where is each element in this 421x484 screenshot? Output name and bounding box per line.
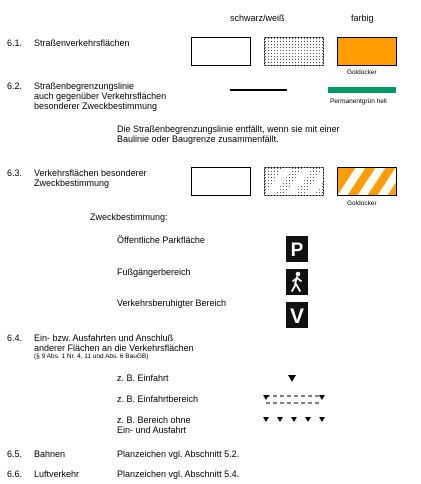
legend-swatch-permanentgruen xyxy=(328,87,396,93)
column-header-bw: schwarz/weiß xyxy=(230,13,285,23)
row-number: 6.2. xyxy=(7,81,23,91)
row-number: 6.1. xyxy=(7,38,23,48)
color-caption: Goldocker xyxy=(347,200,377,207)
v-chevron-icon xyxy=(286,302,308,328)
svg-text:V: V xyxy=(289,305,305,328)
svg-text:P: P xyxy=(290,240,304,261)
color-caption: Permanentgrün hell xyxy=(330,98,387,105)
row-label-line: Ein- bzw. Ausfahrten und Anschluß xyxy=(34,333,174,343)
example-label: Ein- und Ausfahrt xyxy=(117,425,187,435)
row-label-line: Straßenbegrenzungslinie xyxy=(34,81,135,91)
row-label: Bahnen xyxy=(34,449,66,459)
entry-triangle-icon xyxy=(286,373,298,383)
legend-swatch-plain xyxy=(191,37,251,66)
example-label: z. B. Einfahrt xyxy=(117,373,169,383)
row-label: Straßenverkehrsflächen xyxy=(34,38,130,48)
row-label-line: auch gegenüber Verkehrsflächen xyxy=(34,91,167,101)
boundary-line-symbol xyxy=(230,89,287,91)
row-label-line: anderer Flächen an die Verkehrsflächen xyxy=(34,343,194,353)
column-header-color: farbig xyxy=(351,13,374,23)
row-label: Luftverkehr xyxy=(34,469,80,479)
example-label: z. B. Einfahrtbereich xyxy=(117,394,199,404)
row-label-line: Zweckbestimmung xyxy=(34,178,110,188)
purpose-label: Fußgängerbereich xyxy=(117,267,191,277)
row-number: 6.5. xyxy=(7,449,23,459)
color-caption: Goldocker xyxy=(347,69,377,76)
no-entry-area-symbol xyxy=(262,414,326,424)
row-number: 6.4. xyxy=(7,333,23,343)
row-label-line: Verkehrsflächen besonderer xyxy=(34,168,147,178)
row-label-line: besonderer Zweckbestimmung xyxy=(34,101,158,111)
legend-swatch-goldocker-striped xyxy=(337,167,397,196)
note-line: Die Straßenbegrenzungslinie entfällt, wenn sie mit einer xyxy=(117,124,340,134)
purpose-label: Verkehrsberuhigter Bereich xyxy=(117,298,227,308)
pedestrian-icon xyxy=(286,269,308,295)
row-number: 6.6. xyxy=(7,469,23,479)
row-note: Planzeichen vgl. Abschnitt 5.2. xyxy=(117,449,240,459)
entry-area-symbol xyxy=(262,391,326,409)
row-note: Planzeichen vgl. Abschnitt 5.4. xyxy=(117,469,240,479)
legend-swatch-dotted-striped xyxy=(264,167,324,196)
example-label: z. B. Bereich ohne xyxy=(117,415,191,425)
legal-reference: (§ 9 Abs. 1 Nr. 4, 11 und Abs. 6 BauGB) xyxy=(34,353,149,360)
legend-swatch-plain xyxy=(191,167,251,196)
purpose-label: Öffentliche Parkfläche xyxy=(117,235,205,245)
note-line: Baulinie oder Baugrenze zusammenfällt. xyxy=(117,134,279,144)
legend-swatch-dotted xyxy=(264,37,324,66)
purpose-heading: Zweckbestimmung: xyxy=(90,212,168,222)
parking-icon xyxy=(286,236,308,262)
row-number: 6.3. xyxy=(7,168,23,178)
legend-swatch-goldocker xyxy=(337,37,397,66)
